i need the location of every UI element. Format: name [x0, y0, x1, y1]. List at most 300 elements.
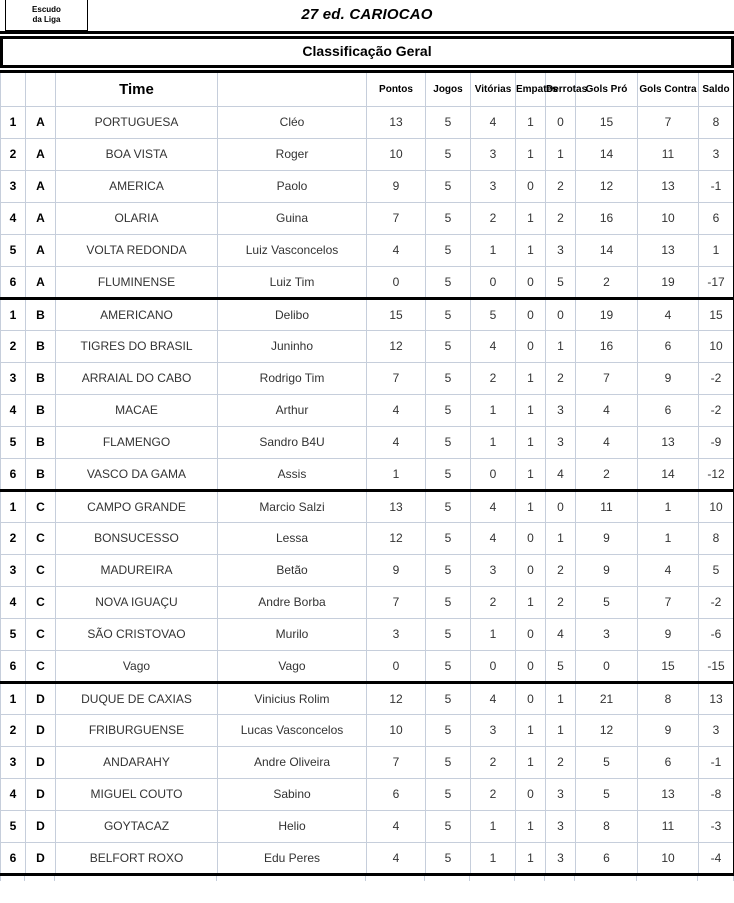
- stat-cell: 12: [576, 170, 638, 202]
- stat-cell: 1: [546, 522, 576, 554]
- stat-cell: 1: [516, 842, 546, 874]
- stat-cell: -8: [699, 778, 734, 810]
- position-cell: 2: [1, 522, 26, 554]
- stat-cell: 5: [426, 426, 471, 458]
- team-cell: DUQUE DE CAXIAS: [56, 682, 218, 714]
- stat-cell: 0: [367, 266, 426, 298]
- stat-cell: 5: [699, 554, 734, 586]
- stat-cell: 1: [471, 810, 516, 842]
- stat-cell: 8: [699, 522, 734, 554]
- column-header-time: Time: [56, 73, 218, 106]
- stat-cell: 4: [471, 330, 516, 362]
- player-cell: Roger: [218, 138, 367, 170]
- stat-cell: 1: [471, 426, 516, 458]
- stat-cell: 1: [471, 618, 516, 650]
- table-row: [1, 554, 734, 586]
- team-cell: MACAE: [56, 394, 218, 426]
- stat-cell: 13: [638, 426, 699, 458]
- stat-cell: -6: [699, 618, 734, 650]
- table-row: [1, 202, 734, 234]
- stat-cell: 1: [516, 106, 546, 138]
- stat-cell: -12: [699, 458, 734, 490]
- stat-cell: 5: [471, 298, 516, 330]
- stat-cell: 12: [367, 330, 426, 362]
- player-cell: Juninho: [218, 330, 367, 362]
- player-cell: Sandro B4U: [218, 426, 367, 458]
- position-cell: 2: [1, 714, 26, 746]
- stat-cell: 2: [471, 746, 516, 778]
- stat-cell: 14: [576, 138, 638, 170]
- stat-cell: 7: [367, 586, 426, 618]
- position-cell: 3: [1, 554, 26, 586]
- stat-cell: 0: [546, 106, 576, 138]
- player-cell: Assis: [218, 458, 367, 490]
- partial-next-row: [0, 876, 734, 881]
- stat-cell: 2: [546, 202, 576, 234]
- stat-cell: 5: [426, 330, 471, 362]
- table-row: [1, 714, 734, 746]
- gridline-sliver: [637, 876, 698, 881]
- section-title: Classificação Geral: [0, 39, 734, 65]
- stat-cell: 13: [367, 106, 426, 138]
- stat-cell: -4: [699, 842, 734, 874]
- stat-cell: -17: [699, 266, 734, 298]
- table-row: [1, 618, 734, 650]
- stat-cell: 5: [426, 746, 471, 778]
- stat-cell: 19: [638, 266, 699, 298]
- stat-cell: 5: [426, 586, 471, 618]
- stat-cell: 0: [367, 650, 426, 682]
- stat-cell: 4: [546, 618, 576, 650]
- stat-cell: 9: [638, 618, 699, 650]
- stat-cell: 0: [471, 650, 516, 682]
- team-cell: ANDARAHY: [56, 746, 218, 778]
- stat-cell: 15: [576, 106, 638, 138]
- stat-cell: 5: [426, 106, 471, 138]
- stat-cell: 0: [516, 618, 546, 650]
- stat-cell: 0: [576, 650, 638, 682]
- stat-cell: 2: [471, 778, 516, 810]
- badge-text-line1: Escudo: [32, 4, 61, 14]
- stat-cell: -2: [699, 362, 734, 394]
- stat-cell: 1: [699, 234, 734, 266]
- table-row: [1, 362, 734, 394]
- stat-cell: 9: [638, 714, 699, 746]
- position-cell: 5: [1, 234, 26, 266]
- stat-cell: 6: [576, 842, 638, 874]
- stat-cell: 5: [426, 554, 471, 586]
- position-cell: 4: [1, 202, 26, 234]
- stat-cell: 5: [426, 394, 471, 426]
- player-cell: Murilo: [218, 618, 367, 650]
- column-header-gols-pro: Gols Pró: [576, 73, 638, 106]
- table-row: [1, 522, 734, 554]
- stat-cell: 7: [367, 362, 426, 394]
- team-cell: SÃO CRISTOVAO: [56, 618, 218, 650]
- group-cell: B: [26, 394, 56, 426]
- gridline-sliver: [366, 876, 425, 881]
- group-cell: D: [26, 810, 56, 842]
- table-row: [1, 266, 734, 298]
- stat-cell: 5: [426, 266, 471, 298]
- team-cell: AMERICANO: [56, 298, 218, 330]
- stat-cell: 7: [576, 362, 638, 394]
- stat-cell: 1: [516, 746, 546, 778]
- stat-cell: 1: [516, 362, 546, 394]
- team-cell: CAMPO GRANDE: [56, 490, 218, 522]
- stat-cell: 4: [471, 522, 516, 554]
- league-badge-placeholder: [5, 0, 88, 31]
- gridline-sliver: [515, 876, 545, 881]
- column-header-vitorias: Vitórias: [471, 73, 516, 106]
- team-cell: PORTUGUESA: [56, 106, 218, 138]
- stat-cell: 1: [546, 714, 576, 746]
- stat-cell: 2: [576, 458, 638, 490]
- stat-cell: 12: [367, 522, 426, 554]
- table-row: [1, 426, 734, 458]
- table-row: [1, 170, 734, 202]
- group-cell: D: [26, 746, 56, 778]
- stat-cell: 12: [367, 682, 426, 714]
- column-header-empates: Empates: [516, 73, 546, 106]
- stat-cell: 4: [638, 554, 699, 586]
- gridline-sliver: [698, 876, 734, 881]
- stat-cell: 4: [471, 106, 516, 138]
- group-cell: C: [26, 522, 56, 554]
- group-cell: B: [26, 330, 56, 362]
- stat-cell: 10: [699, 330, 734, 362]
- table-row: [1, 842, 734, 874]
- column-header-saldo: Saldo: [699, 73, 734, 106]
- stat-cell: 3: [367, 618, 426, 650]
- stat-cell: 2: [546, 746, 576, 778]
- stat-cell: 11: [638, 138, 699, 170]
- stat-cell: 1: [471, 234, 516, 266]
- stat-cell: 0: [516, 682, 546, 714]
- stat-cell: 2: [546, 554, 576, 586]
- stat-cell: 16: [576, 202, 638, 234]
- team-cell: FLAMENGO: [56, 426, 218, 458]
- position-cell: 3: [1, 746, 26, 778]
- stat-cell: 21: [576, 682, 638, 714]
- table-row: [1, 394, 734, 426]
- stat-cell: 19: [576, 298, 638, 330]
- stat-cell: 5: [426, 778, 471, 810]
- stat-cell: 9: [576, 554, 638, 586]
- stat-cell: 8: [576, 810, 638, 842]
- player-cell: Rodrigo Tim: [218, 362, 367, 394]
- stat-cell: 4: [546, 458, 576, 490]
- title-bar: [0, 0, 734, 31]
- group-cell: A: [26, 106, 56, 138]
- stat-cell: 10: [367, 138, 426, 170]
- page-title: 27 ed. CARIOCAO: [301, 6, 433, 23]
- stat-cell: 0: [516, 554, 546, 586]
- stat-cell: 2: [471, 202, 516, 234]
- stat-cell: 6: [699, 202, 734, 234]
- column-header-position: [1, 73, 26, 106]
- team-cell: BOA VISTA: [56, 138, 218, 170]
- position-cell: 3: [1, 170, 26, 202]
- stat-cell: 9: [367, 170, 426, 202]
- stat-cell: 15: [699, 298, 734, 330]
- stat-cell: 3: [546, 842, 576, 874]
- stat-cell: -1: [699, 170, 734, 202]
- stat-cell: 1: [367, 458, 426, 490]
- stat-cell: 15: [367, 298, 426, 330]
- group-cell: A: [26, 266, 56, 298]
- team-cell: FLUMINENSE: [56, 266, 218, 298]
- position-cell: 1: [1, 106, 26, 138]
- table-row: [1, 234, 734, 266]
- team-cell: GOYTACAZ: [56, 810, 218, 842]
- stat-cell: 13: [367, 490, 426, 522]
- player-cell: Luiz Vasconcelos: [218, 234, 367, 266]
- table-row: [1, 810, 734, 842]
- column-header-pontos: Pontos: [367, 73, 426, 106]
- stat-cell: 3: [699, 138, 734, 170]
- team-cell: OLARIA: [56, 202, 218, 234]
- badge-text-line2: da Liga: [32, 15, 61, 24]
- stat-cell: 13: [638, 170, 699, 202]
- stat-cell: 0: [516, 330, 546, 362]
- table-row: [1, 746, 734, 778]
- stat-cell: -3: [699, 810, 734, 842]
- stat-cell: 2: [576, 266, 638, 298]
- table-row: [1, 650, 734, 682]
- position-cell: 1: [1, 490, 26, 522]
- position-cell: 5: [1, 618, 26, 650]
- stat-cell: 16: [576, 330, 638, 362]
- stat-cell: 14: [638, 458, 699, 490]
- stat-cell: 5: [546, 650, 576, 682]
- position-cell: 2: [1, 330, 26, 362]
- stat-cell: 0: [516, 650, 546, 682]
- player-cell: Andre Borba: [218, 586, 367, 618]
- player-cell: Andre Oliveira: [218, 746, 367, 778]
- stat-cell: 0: [516, 298, 546, 330]
- table-row: [1, 298, 734, 330]
- team-cell: BONSUCESSO: [56, 522, 218, 554]
- stat-cell: 0: [471, 266, 516, 298]
- stat-cell: -15: [699, 650, 734, 682]
- table-row: [1, 778, 734, 810]
- stat-cell: 1: [516, 394, 546, 426]
- stat-cell: 0: [516, 522, 546, 554]
- gridline-sliver: [575, 876, 637, 881]
- stat-cell: 2: [546, 170, 576, 202]
- standings-table: [0, 73, 734, 876]
- group-cell: B: [26, 426, 56, 458]
- stat-cell: 6: [638, 394, 699, 426]
- team-cell: ARRAIAL DO CABO: [56, 362, 218, 394]
- group-cell: C: [26, 650, 56, 682]
- stat-cell: 5: [426, 810, 471, 842]
- position-cell: 6: [1, 458, 26, 490]
- position-cell: 1: [1, 298, 26, 330]
- stat-cell: 0: [516, 170, 546, 202]
- stat-cell: 5: [426, 234, 471, 266]
- group-cell: D: [26, 842, 56, 874]
- stat-cell: 0: [516, 778, 546, 810]
- player-cell: Arthur: [218, 394, 367, 426]
- stat-cell: 13: [699, 682, 734, 714]
- stat-cell: 4: [367, 394, 426, 426]
- stat-cell: -2: [699, 394, 734, 426]
- stat-cell: 5: [426, 522, 471, 554]
- stat-cell: 1: [471, 842, 516, 874]
- player-cell: Lessa: [218, 522, 367, 554]
- stat-cell: 5: [546, 266, 576, 298]
- player-cell: Luiz Tim: [218, 266, 367, 298]
- stat-cell: 4: [367, 426, 426, 458]
- stat-cell: 5: [426, 490, 471, 522]
- gridline-sliver: [545, 876, 575, 881]
- position-cell: 2: [1, 138, 26, 170]
- stat-cell: 8: [638, 682, 699, 714]
- stat-cell: 5: [426, 170, 471, 202]
- stat-cell: 4: [367, 842, 426, 874]
- stat-cell: 0: [546, 490, 576, 522]
- player-cell: Guina: [218, 202, 367, 234]
- stat-cell: 7: [638, 106, 699, 138]
- stat-cell: 4: [638, 298, 699, 330]
- stat-cell: 4: [367, 234, 426, 266]
- player-cell: Vago: [218, 650, 367, 682]
- team-cell: BELFORT ROXO: [56, 842, 218, 874]
- stat-cell: 1: [516, 138, 546, 170]
- stat-cell: 1: [546, 682, 576, 714]
- group-cell: D: [26, 714, 56, 746]
- gridline-sliver: [217, 876, 366, 881]
- stat-cell: 12: [576, 714, 638, 746]
- stat-cell: 6: [367, 778, 426, 810]
- team-cell: MADUREIRA: [56, 554, 218, 586]
- stat-cell: 3: [699, 714, 734, 746]
- player-cell: Paolo: [218, 170, 367, 202]
- stat-cell: 3: [471, 554, 516, 586]
- stat-cell: 8: [699, 106, 734, 138]
- stat-cell: 5: [426, 202, 471, 234]
- player-cell: Edu Peres: [218, 842, 367, 874]
- stat-cell: 15: [638, 650, 699, 682]
- stat-cell: 10: [638, 202, 699, 234]
- stat-cell: -9: [699, 426, 734, 458]
- stat-cell: 7: [367, 746, 426, 778]
- stat-cell: 1: [471, 394, 516, 426]
- column-header-jogos: Jogos: [426, 73, 471, 106]
- stat-cell: 9: [638, 362, 699, 394]
- stat-cell: 4: [367, 810, 426, 842]
- team-cell: AMERICA: [56, 170, 218, 202]
- stat-cell: 3: [546, 778, 576, 810]
- stat-cell: 3: [471, 714, 516, 746]
- stat-cell: 5: [426, 362, 471, 394]
- position-cell: 3: [1, 362, 26, 394]
- player-cell: Sabino: [218, 778, 367, 810]
- stat-cell: 7: [367, 202, 426, 234]
- position-cell: 1: [1, 682, 26, 714]
- stat-cell: 3: [471, 170, 516, 202]
- team-cell: TIGRES DO BRASIL: [56, 330, 218, 362]
- stat-cell: 5: [426, 458, 471, 490]
- stat-cell: 2: [471, 362, 516, 394]
- team-cell: Vago: [56, 650, 218, 682]
- table-row: [1, 458, 734, 490]
- group-cell: A: [26, 202, 56, 234]
- stat-cell: 10: [638, 842, 699, 874]
- stat-cell: 6: [638, 330, 699, 362]
- stat-cell: 3: [471, 138, 516, 170]
- group-cell: C: [26, 586, 56, 618]
- position-cell: 6: [1, 266, 26, 298]
- stat-cell: 5: [426, 650, 471, 682]
- stat-cell: 3: [546, 810, 576, 842]
- stat-cell: 3: [576, 618, 638, 650]
- stat-cell: 11: [638, 810, 699, 842]
- group-cell: C: [26, 618, 56, 650]
- position-cell: 4: [1, 394, 26, 426]
- group-cell: D: [26, 778, 56, 810]
- player-cell: Cléo: [218, 106, 367, 138]
- stat-cell: -1: [699, 746, 734, 778]
- group-cell: A: [26, 234, 56, 266]
- table-row: [1, 138, 734, 170]
- stat-cell: 10: [699, 490, 734, 522]
- player-cell: Vinicius Rolim: [218, 682, 367, 714]
- stat-cell: 2: [546, 362, 576, 394]
- position-cell: 5: [1, 810, 26, 842]
- stat-cell: 13: [638, 778, 699, 810]
- table-row: [1, 682, 734, 714]
- column-header-player: [218, 73, 367, 106]
- stat-cell: 1: [516, 458, 546, 490]
- stat-cell: 5: [426, 682, 471, 714]
- stat-cell: 5: [426, 138, 471, 170]
- stat-cell: 1: [546, 330, 576, 362]
- stat-cell: 5: [426, 298, 471, 330]
- gridline-sliver: [0, 876, 25, 881]
- stat-cell: 2: [546, 586, 576, 618]
- stat-cell: 1: [638, 522, 699, 554]
- gridline-sliver: [425, 876, 470, 881]
- position-cell: 5: [1, 426, 26, 458]
- column-header-gols-contra: Gols Contra: [638, 73, 699, 106]
- stat-cell: 5: [576, 586, 638, 618]
- table-row: [1, 330, 734, 362]
- stat-cell: 5: [426, 714, 471, 746]
- stat-cell: 4: [471, 490, 516, 522]
- stat-cell: 1: [516, 202, 546, 234]
- group-cell: B: [26, 362, 56, 394]
- team-cell: FRIBURGUENSE: [56, 714, 218, 746]
- gridline-sliver: [25, 876, 55, 881]
- stat-cell: 9: [367, 554, 426, 586]
- team-cell: VOLTA REDONDA: [56, 234, 218, 266]
- stat-cell: -2: [699, 586, 734, 618]
- stat-cell: 13: [638, 234, 699, 266]
- stat-cell: 4: [576, 394, 638, 426]
- stat-cell: 5: [426, 842, 471, 874]
- stat-cell: 1: [546, 138, 576, 170]
- group-cell: B: [26, 298, 56, 330]
- stat-cell: 1: [516, 586, 546, 618]
- group-cell: A: [26, 138, 56, 170]
- column-header-group: [26, 73, 56, 106]
- stat-cell: 0: [516, 266, 546, 298]
- position-cell: 4: [1, 778, 26, 810]
- group-cell: B: [26, 458, 56, 490]
